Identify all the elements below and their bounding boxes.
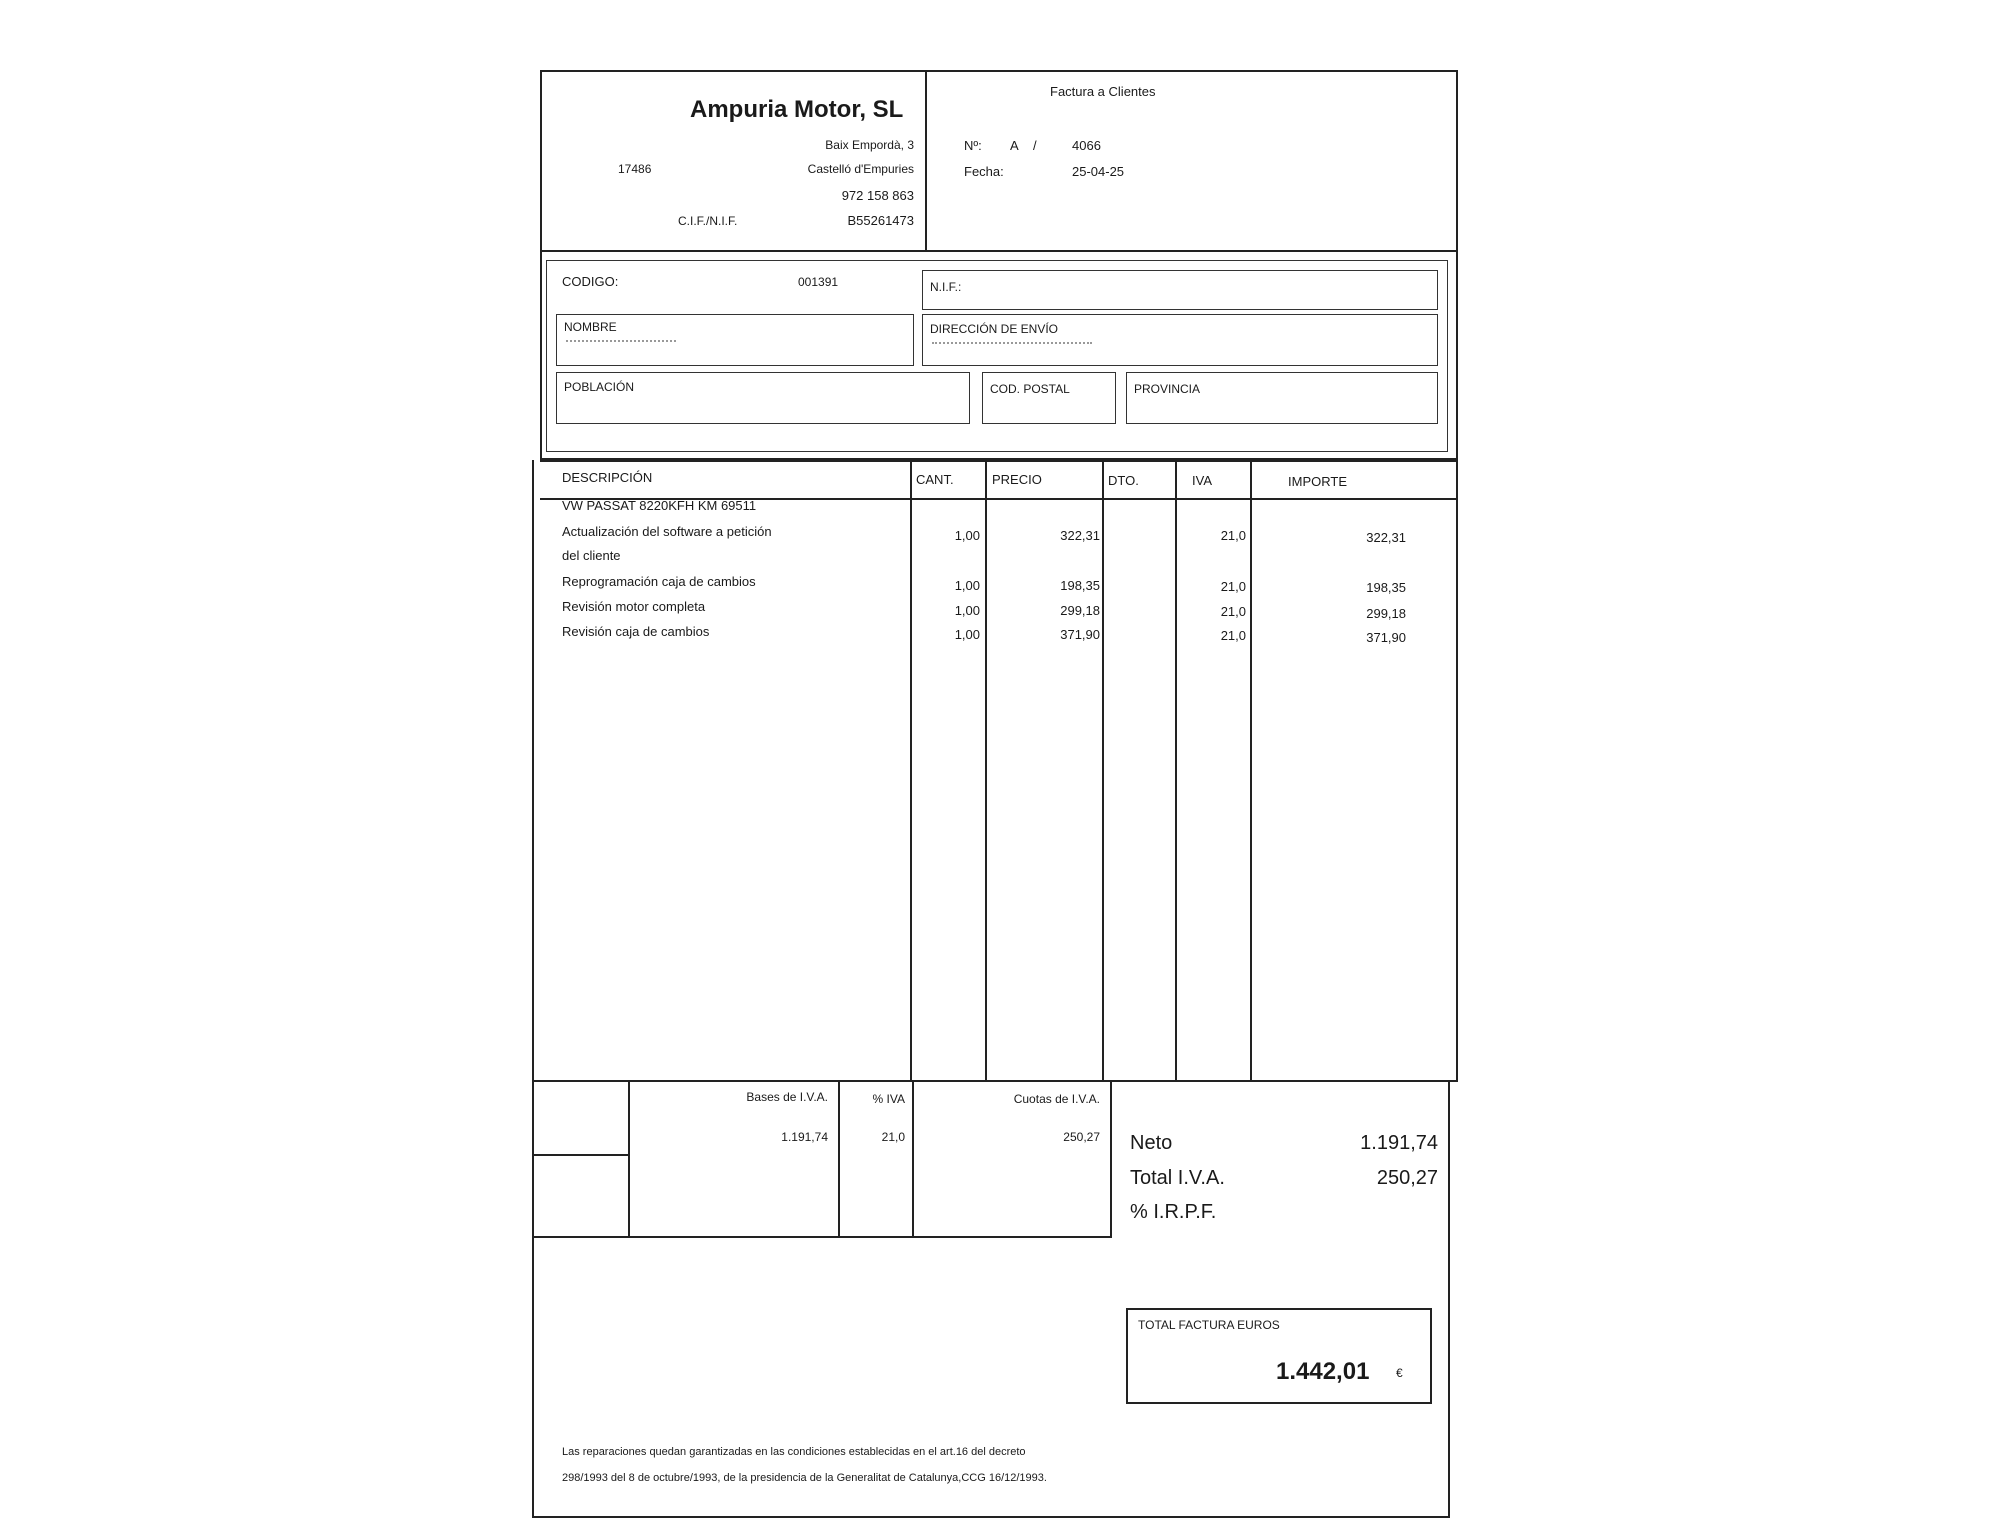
net-value: 1.191,74 (1360, 1132, 1438, 1154)
row-amount: 198,35 (1366, 580, 1406, 595)
company-phone: 972 158 863 (841, 188, 914, 203)
client-code: 001391 (798, 275, 839, 289)
invoice-page (540, 70, 1458, 1484)
row-description: Revisión caja de cambios (562, 624, 710, 639)
row-price: 322,31 (1060, 528, 1100, 543)
vat-base: 1.191,74 (781, 1130, 828, 1144)
province-label: PROVINCIA (1134, 382, 1201, 396)
row-amount: 299,18 (1366, 606, 1406, 621)
header-qty: CANT. (916, 472, 954, 487)
header-description: DESCRIPCIÓN (562, 470, 653, 485)
company-postal-code: 17486 (618, 162, 652, 176)
row-qty: 1,00 (954, 627, 980, 642)
total-vat-value: 250,27 (1376, 1167, 1438, 1189)
page-right-border-lower (1448, 1080, 1450, 1518)
net-label: Neto (1130, 1132, 1173, 1154)
vat-quota-label: Cuotas de I.V.A. (1013, 1092, 1100, 1106)
town-label: POBLACIÓN (564, 380, 635, 394)
nif-label: N.I.F.: (930, 280, 962, 294)
table-col-vat (1175, 462, 1177, 1080)
row-vat: 21,0 (1220, 528, 1246, 543)
row-qty: 1,00 (954, 528, 980, 543)
postal-label: COD. POSTAL (990, 382, 1070, 396)
company-street: Baix Empordà, 3 (825, 138, 914, 152)
vehicle-line: VW PASSAT 8220KFH KM 69511 (562, 498, 757, 513)
total-vat-label: Total I.V.A. (1130, 1167, 1225, 1189)
currency-symbol: € (1396, 1366, 1403, 1380)
row-description: Actualización del software a petición (562, 524, 772, 539)
vat-pct-label: % IVA (872, 1092, 905, 1106)
page-left-border (532, 460, 534, 1518)
summary-left-divider (532, 1154, 628, 1156)
summary-col-4 (1110, 1080, 1112, 1236)
header-amount: IMPORTE (1288, 474, 1347, 489)
name-label: NOMBRE (564, 320, 617, 334)
row-price: 299,18 (1060, 603, 1100, 618)
company-cif: B55261473 (847, 213, 914, 228)
row-description: Reprogramación caja de cambios (562, 574, 756, 589)
summary-col-2 (838, 1080, 840, 1236)
row-vat: 21,0 (1220, 579, 1246, 594)
postal-field (982, 372, 1116, 424)
cif-label: C.I.F./N.I.F. (678, 214, 738, 228)
row-amount: 371,90 (1366, 630, 1406, 645)
table-col-amount (1250, 462, 1252, 1080)
province-field (1126, 372, 1438, 424)
footer-line-1: Las reparaciones quedan garantizadas en las condiciones establecidas en el art.16 del decreto (562, 1446, 1026, 1458)
summary-top-line (532, 1080, 1458, 1082)
row-vat: 21,0 (1220, 604, 1246, 619)
header-vat: IVA (1192, 473, 1212, 488)
row-qty: 1,00 (954, 578, 980, 593)
vat-quota: 250,27 (1063, 1130, 1100, 1144)
invoice-number: 4066 (1072, 138, 1101, 153)
header-divider (925, 70, 927, 252)
invoice-date: 25-04-25 (1072, 164, 1125, 179)
table-col-qty (910, 462, 912, 1080)
irpf-label: % I.R.P.F. (1130, 1201, 1217, 1223)
name-redacted (566, 340, 676, 342)
row-vat: 21,0 (1220, 628, 1246, 643)
header-discount: DTO. (1108, 473, 1139, 488)
row-description: Revisión motor completa (562, 599, 706, 614)
company-name: Ampuria Motor, SL (690, 96, 904, 123)
client-code-label: CODIGO: (562, 274, 619, 289)
table-col-price (985, 462, 987, 1080)
footer-line-2: 298/1993 del 8 de octubre/1993, de la presidencia de la Generalitat de Catalunya,CCG 16/12/1993. (562, 1472, 1047, 1484)
nif-field (922, 270, 1438, 310)
table-top-line (540, 460, 1458, 462)
header-price: PRECIO (992, 472, 1042, 487)
summary-col-3 (912, 1080, 914, 1236)
invoice-separator: / (1033, 138, 1037, 153)
vat-pct: 21,0 (881, 1130, 905, 1144)
invoice-date-label: Fecha: (964, 164, 1004, 179)
row-price: 371,90 (1060, 627, 1100, 642)
address-redacted (932, 342, 1092, 344)
row-qty: 1,00 (954, 603, 980, 618)
total-value: 1.442,01 (1276, 1358, 1370, 1385)
invoice-series: A (1010, 138, 1019, 153)
total-label: TOTAL FACTURA EUROS (1138, 1318, 1280, 1332)
invoice-number-label: Nº: (964, 138, 982, 153)
summary-bottom-line (532, 1236, 1112, 1238)
invoice-type: Factura a Clientes (1050, 84, 1156, 99)
row-price: 198,35 (1060, 578, 1100, 593)
table-col-discount (1102, 462, 1104, 1080)
row-description-cont: del cliente (562, 548, 621, 563)
company-city: Castelló d'Empuries (807, 162, 914, 176)
summary-col-1 (628, 1080, 630, 1236)
vat-base-label: Bases de I.V.A. (746, 1090, 828, 1104)
address-label: DIRECCIÓN DE ENVÍO (930, 322, 1059, 336)
table-right-border (1456, 462, 1458, 1080)
row-amount: 322,31 (1366, 530, 1406, 545)
